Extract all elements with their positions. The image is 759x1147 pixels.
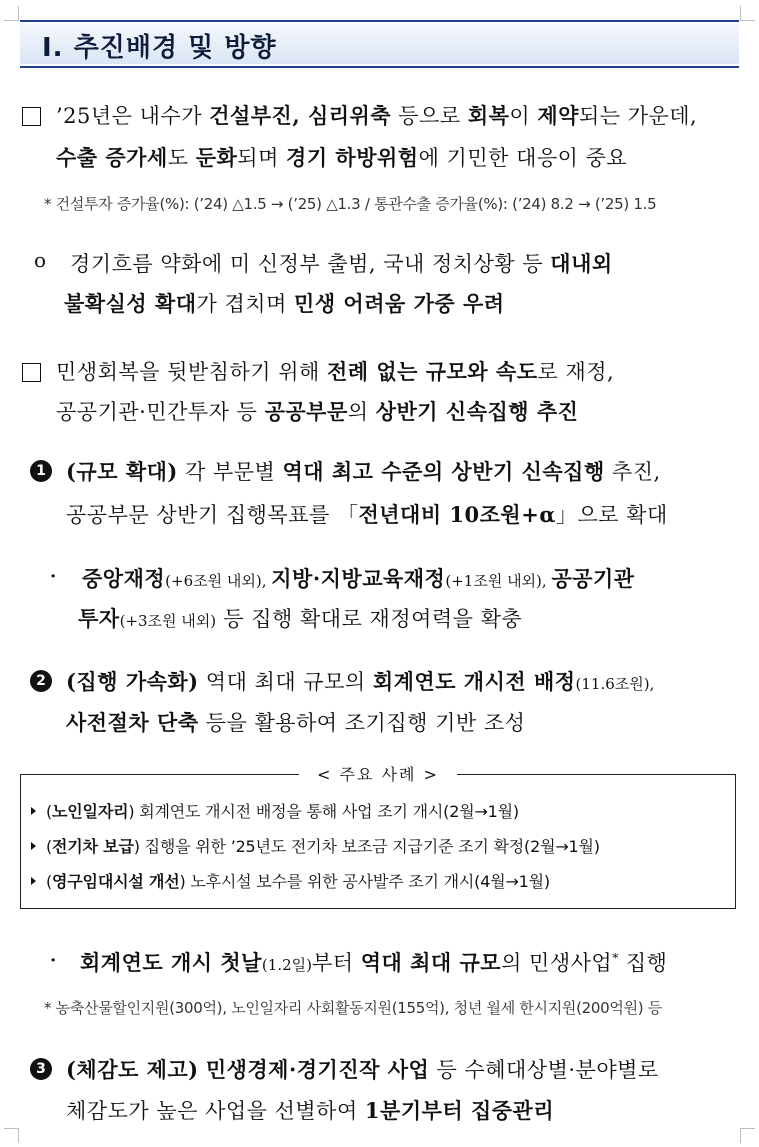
text-run: (규모 확대) [66,459,178,484]
case-text: 노후시설 보수를 위한 공사발주 조기 개시(4월→1월) [185,872,550,891]
paragraph-1-note: * 건설투자 증가율(%): (’24) △1.5 → (’25) △1.3 / 통관수출 증가율(%): (’24) 8.2 → (’25) 1.5 [44,195,657,213]
page-corner-mark [740,1128,755,1143]
text-run: 민생회복을 뒷받침하기 위해 [56,360,327,384]
text-run: 되며 [237,146,287,170]
item-2-sub-note: * 농축산물할인지원(300억), 노인일자리 사회활동지원(155억), 청년 월세 한시지원(200억원) 등 [44,999,662,1017]
page-corner-mark [4,6,19,21]
text-run: 가 겹치며 [196,292,295,316]
text-run: 의 [347,400,376,424]
key-cases-title: < 주요 사례 > [299,762,457,785]
page-corner-mark [740,6,755,21]
text-run: 등 수혜대상별·분야별로 [429,1058,659,1082]
text-run: (집행 가속화) [66,669,199,694]
text-run: 민생경제·경기진작 사업 [205,1057,430,1082]
text-run: 불확실성 확대 [64,291,197,316]
text-run: (11.6조원), [575,675,655,693]
item-3-line-1 [66,1054,659,1084]
item-2-line-1 [66,666,654,696]
page-corner-mark [4,1128,19,1143]
text-run: 등을 활용하여 조기집행 기반 조성 [198,711,526,735]
square-bullet [22,107,41,126]
text-run: 역대 최대 규모의 [198,670,373,694]
text-run: 전년대비 10조원+α [358,502,556,527]
text-run: 경기흐름 약화에 미 신정부 출범, 국내 정치상황 등 [70,252,551,276]
numbered-bullet-3: 3 [30,1058,52,1080]
case-head: 영구임대시설 개선 [52,872,180,891]
square-bullet [22,363,41,382]
text-run: (+1조원 내외), [445,572,552,590]
text-run: 민생 어려움 가중 우려 [294,291,505,316]
subpoint-line-1 [70,248,613,278]
text-run: 이 [509,104,538,128]
text-run: 상반기 신속집행 추진 [375,399,579,424]
text-run: (+6조원 내외), [165,572,272,590]
paragraph-1-line-2 [56,142,627,172]
text-run: 각 부문별 [177,460,283,484]
text-run: (+3조원 내외) [119,612,217,630]
case-head: 전기차 보급 [52,837,134,856]
text-run: 공공부문 [264,399,348,424]
text-run: 도 [167,146,196,170]
item-1-line-1 [66,456,661,486]
text-run: * [612,951,619,965]
paragraph-2-line-2 [56,396,578,426]
text-run: 공공기관·민간투자 등 [56,400,265,424]
key-cases-box [20,765,736,909]
text-run: 1분기부터 집중관리 [364,1098,555,1123]
case-row: (전기차 보급) 집행을 위한 ’25년도 전기차 보조금 지급기준 조기 확정(2월→1월) [31,834,600,857]
text-run: 사전절차 단축 [66,710,199,735]
item-2-line-2 [66,707,525,737]
numbered-bullet-1: 1 [30,460,52,482]
case-row: (노인일자리) 회계연도 개시전 배정을 통해 사업 조기 개시(2월→1월) [31,799,519,822]
text-run: ’25년은 내수가 [56,104,210,128]
item-1-line-2 [66,499,668,529]
text-run: 둔화 [195,145,238,170]
text-run: 의 민생사업 [501,951,613,975]
text-run: 공공부문 상반기 집행목표를 「 [66,503,359,527]
case-text: 집행을 위한 ’25년도 전기차 보조금 지급기준 조기 확정(2월→1월) [139,837,600,856]
text-run: 부터 [311,951,361,975]
case-text: 회계연도 개시전 배정을 통해 사업 조기 개시(2월→1월) [134,802,519,821]
section-title: Ⅰ. 추진배경 및 방향 [42,33,277,63]
text-run: (1.2일) [261,956,312,974]
dot-bullet: · [50,950,57,971]
triangle-bullet-icon [31,807,36,815]
text-run: 등 집행 확대로 재정여력을 확충 [216,607,523,631]
case-head: 노인일자리 [52,802,129,821]
text-run: 로 재정, [537,360,615,384]
text-run: 집행 [618,951,668,975]
text-run: 되는 가운데, [578,104,698,128]
text-run: 」으로 확대 [555,503,668,527]
text-run [199,1058,206,1082]
triangle-bullet-icon [31,877,36,885]
text-run: 에 기민한 대응이 중요 [418,146,628,170]
text-run: 회계연도 개시전 배정 [372,669,576,694]
text-run: (체감도 제고) [66,1057,199,1082]
text-run: 역대 최고 수준의 상반기 신속집행 [282,459,605,484]
numbered-bullet-2: 2 [30,670,52,692]
text-run: 중앙재정 [82,566,166,591]
paragraph-1-line-1 [56,100,697,130]
text-run: 회계연도 개시 첫날 [80,950,262,975]
text-run: 투자 [78,606,120,631]
text-run: 대내외 [550,251,613,276]
text-run: 역대 최대 규모 [360,950,502,975]
text-run: 건설부진, 심리위축 [209,103,392,128]
paragraph-2-line-1 [56,356,614,386]
text-run: 수출 증가세 [56,145,168,170]
text-run: 등으로 [391,104,468,128]
text-run: 지방·지방교육재정 [271,566,446,591]
text-run: 제약 [537,103,579,128]
item-2-sub-line-1 [80,947,667,977]
text-run: 추진, [604,460,661,484]
subpoint-line-2 [64,288,505,318]
text-run: 공공기관 [551,566,635,591]
text-run: 경기 하방위험 [286,145,419,170]
case-row: (영구임대시설 개선) 노후시설 보수를 위한 공사발주 조기 개시(4월→1월) [31,869,550,892]
dot-bullet: · [50,566,57,587]
text-run: 회복 [467,103,510,128]
section-title-bar [20,20,739,68]
text-run: 체감도가 높은 사업을 선별하여 [66,1099,365,1123]
item-1-sub-line-2 [78,603,522,633]
item-1-sub-line-1 [82,563,635,593]
triangle-bullet-icon [31,842,36,850]
text-run: 전례 없는 규모와 속도 [326,359,538,384]
circle-bullet: o [34,248,47,272]
item-3-line-2 [66,1095,554,1125]
